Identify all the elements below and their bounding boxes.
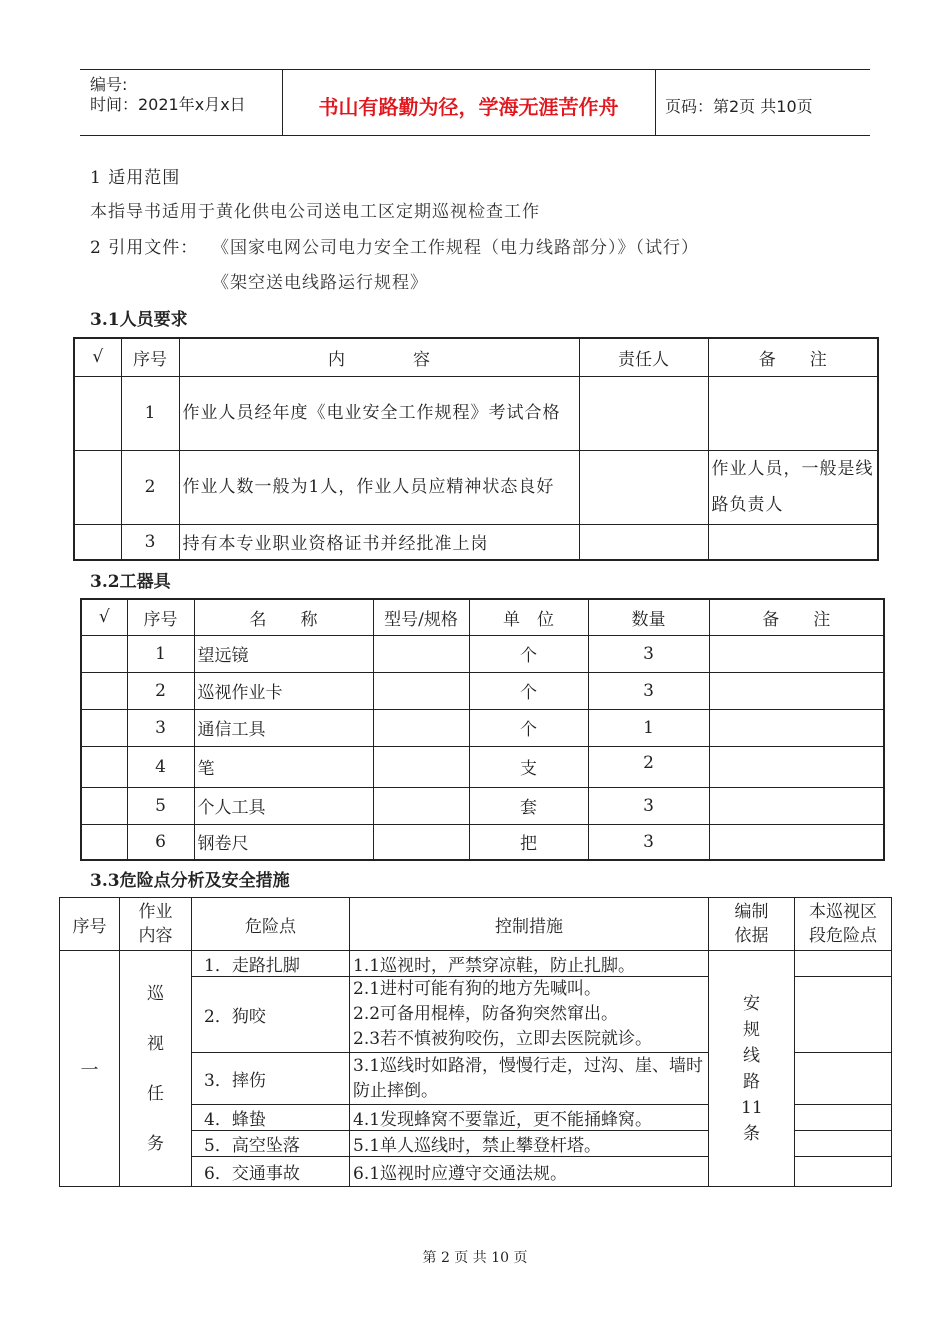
measure-cell (350, 977, 709, 1053)
hazard-cell: 6．交通事故 (192, 1157, 350, 1187)
local-hazard-cell (795, 1105, 892, 1131)
unit-column-header: 单 位 (469, 599, 588, 635)
unit-cell: 把 (469, 824, 588, 860)
table-row (74, 524, 878, 560)
note-cell (708, 376, 878, 450)
note-cell (709, 824, 884, 860)
check-cell (74, 376, 121, 450)
header-page-label: 页码：第2页 共10页 (665, 97, 813, 116)
content-cell: 作业人员经年度《电业安全工作规程》考试合格 (179, 376, 579, 450)
hazard-cell: 4．蜂蛰 (192, 1105, 350, 1131)
seq-cell: 6 (127, 824, 194, 860)
unit-cell: 个 (469, 635, 588, 672)
owner-cell (579, 376, 708, 450)
table-row (81, 824, 884, 860)
seq-column-header: 序号 (121, 338, 179, 376)
note-cell (709, 635, 884, 672)
unit-cell: 个 (469, 672, 588, 709)
table-row (81, 635, 884, 672)
seq-column-header: 序号 (127, 599, 194, 635)
tools-table (80, 598, 885, 861)
owner-cell (579, 524, 708, 560)
name-cell: 钢卷尺 (194, 824, 373, 860)
model-cell (373, 787, 469, 824)
measure-cell (350, 1131, 709, 1157)
measure-cell (350, 1053, 709, 1105)
unit-cell: 套 (469, 787, 588, 824)
local-hazard-cell (795, 977, 892, 1053)
table-row (81, 746, 884, 787)
note-cell (709, 672, 884, 709)
section-1-body: 本指导书适用于黄化供电公司送电工区定期巡视检查工作 (90, 202, 540, 222)
local-hazard-column-header: 本巡视区段危险点 (795, 898, 892, 951)
unit-cell: 支 (469, 746, 588, 787)
check-cell (74, 450, 121, 524)
personnel-section-title: 3.1人员要求 (90, 310, 188, 330)
check-column-header: √ (81, 599, 127, 635)
seq-cell: 1 (127, 635, 194, 672)
seq-cell: 2 (121, 450, 179, 524)
measure-line: 5.1单人巡线时，禁止攀登杆塔。 (353, 1136, 602, 1156)
note-cell (709, 746, 884, 787)
owner-cell (579, 450, 708, 524)
document-number-label: 编号: (90, 75, 128, 94)
table-row (81, 709, 884, 746)
table-row (60, 951, 892, 977)
hazards-section-title: 3.3危险点分析及安全措施 (90, 871, 290, 891)
measure-cell (350, 1105, 709, 1131)
model-cell (373, 746, 469, 787)
model-cell (373, 824, 469, 860)
section-1-title: 1 适用范围 (90, 168, 181, 188)
name-cell: 通信工具 (194, 709, 373, 746)
name-cell: 笔 (194, 746, 373, 787)
check-cell (81, 746, 127, 787)
section-2-label: 2 引用文件： (90, 238, 199, 258)
reference-document-2: 《架空送电线路运行规程》 (212, 273, 428, 293)
check-column-header: √ (74, 338, 121, 376)
hazards-header-row (60, 898, 892, 951)
measure-line: 2.1进村可能有狗的地方先喊叫。 (353, 979, 602, 999)
work-content-cell: 巡视任务 (120, 951, 192, 1187)
measure-line: 4.1发现蜂窝不要靠近，更不能捅蜂窝。 (353, 1110, 653, 1130)
name-cell: 望远镜 (194, 635, 373, 672)
table-row (74, 376, 878, 450)
tools-header-row (81, 599, 884, 635)
note-cell: 作业人员，一般是线路负责人 (708, 450, 878, 524)
note-cell (709, 787, 884, 824)
measure-column-header: 控制措施 (350, 898, 709, 951)
local-hazard-cell (795, 951, 892, 977)
note-column-header: 备 注 (709, 599, 884, 635)
note-cell (708, 524, 878, 560)
note-cell (709, 709, 884, 746)
qty-cell: 3 (588, 672, 709, 709)
check-cell (81, 709, 127, 746)
measure-cell (350, 1157, 709, 1187)
hazards-table (59, 897, 892, 1187)
reference-document-1: 《国家电网公司电力安全工作规程（电力线路部分）》（试行） (212, 238, 699, 258)
local-hazard-cell (795, 1131, 892, 1157)
measure-line: 3.1巡线时如路滑，慢慢行走，过沟、崖、墙时防止摔倒。 (353, 1055, 704, 1101)
seq-cell: 3 (127, 709, 194, 746)
qty-cell: 3 (588, 635, 709, 672)
name-cell: 个人工具 (194, 787, 373, 824)
hazard-column-header: 危险点 (192, 898, 350, 951)
table-row (81, 787, 884, 824)
check-cell (81, 787, 127, 824)
seq-cell: 5 (127, 787, 194, 824)
header-motto: 书山有路勤为径，学海无涯苦作舟 (318, 95, 619, 119)
measure-line: 1.1巡视时，严禁穿凉鞋，防止扎脚。 (353, 956, 636, 976)
model-column-header: 型号/规格 (373, 599, 469, 635)
local-hazard-cell (795, 1157, 892, 1187)
basis-column-header: 编制依据 (709, 898, 795, 951)
personnel-table (73, 337, 879, 561)
check-cell (74, 524, 121, 560)
seq-cell: 3 (121, 524, 179, 560)
table-row (81, 672, 884, 709)
measure-line: 2.3若不慎被狗咬伤，立即去医院就诊。 (353, 1029, 653, 1049)
local-hazard-cell (795, 1053, 892, 1105)
model-cell (373, 709, 469, 746)
seq-cell: 2 (127, 672, 194, 709)
tools-section-title: 3.2工器具 (90, 572, 171, 592)
qty-cell: 3 (588, 787, 709, 824)
seq-column-header: 序号 (60, 898, 120, 951)
group-number-cell: 一 (60, 951, 120, 1187)
name-cell: 巡视作业卡 (194, 672, 373, 709)
owner-column-header: 责任人 (579, 338, 708, 376)
model-cell (373, 635, 469, 672)
check-cell (81, 672, 127, 709)
document-time-label: 时间：2021年x月x日 (90, 95, 246, 114)
personnel-header-row (74, 338, 878, 376)
measure-cell (350, 951, 709, 977)
qty-column-header: 数量 (588, 599, 709, 635)
qty-cell: 1 (588, 709, 709, 746)
seq-cell: 1 (121, 376, 179, 450)
check-cell (81, 635, 127, 672)
seq-cell: 4 (127, 746, 194, 787)
qty-cell: 3 (588, 824, 709, 860)
work-content-column-header: 作业内容 (120, 898, 192, 951)
basis-cell: 安规线路11条 (709, 951, 795, 1187)
content-column-header: 内 容 (179, 338, 579, 376)
measure-line: 6.1巡视时应遵守交通法规。 (353, 1164, 568, 1184)
measure-line: 2.2可备用棍棒，防备狗突然窜出。 (353, 1004, 619, 1024)
page-footer: 第 2 页 共 10 页 (422, 1250, 528, 1266)
hazard-cell: 2．狗咬 (192, 977, 350, 1053)
note-column-header: 备 注 (708, 338, 878, 376)
hazard-cell: 5．高空坠落 (192, 1131, 350, 1157)
hazard-cell: 3．摔伤 (192, 1053, 350, 1105)
content-cell: 持有本专业职业资格证书并经批准上岗 (179, 524, 579, 560)
check-cell (81, 824, 127, 860)
table-row (74, 450, 878, 524)
model-cell (373, 672, 469, 709)
hazard-cell: 1．走路扎脚 (192, 951, 350, 977)
name-column-header: 名 称 (194, 599, 373, 635)
content-cell: 作业人数一般为1人，作业人员应精神状态良好 (179, 450, 579, 524)
qty-cell: 2 (588, 746, 709, 787)
unit-cell: 个 (469, 709, 588, 746)
